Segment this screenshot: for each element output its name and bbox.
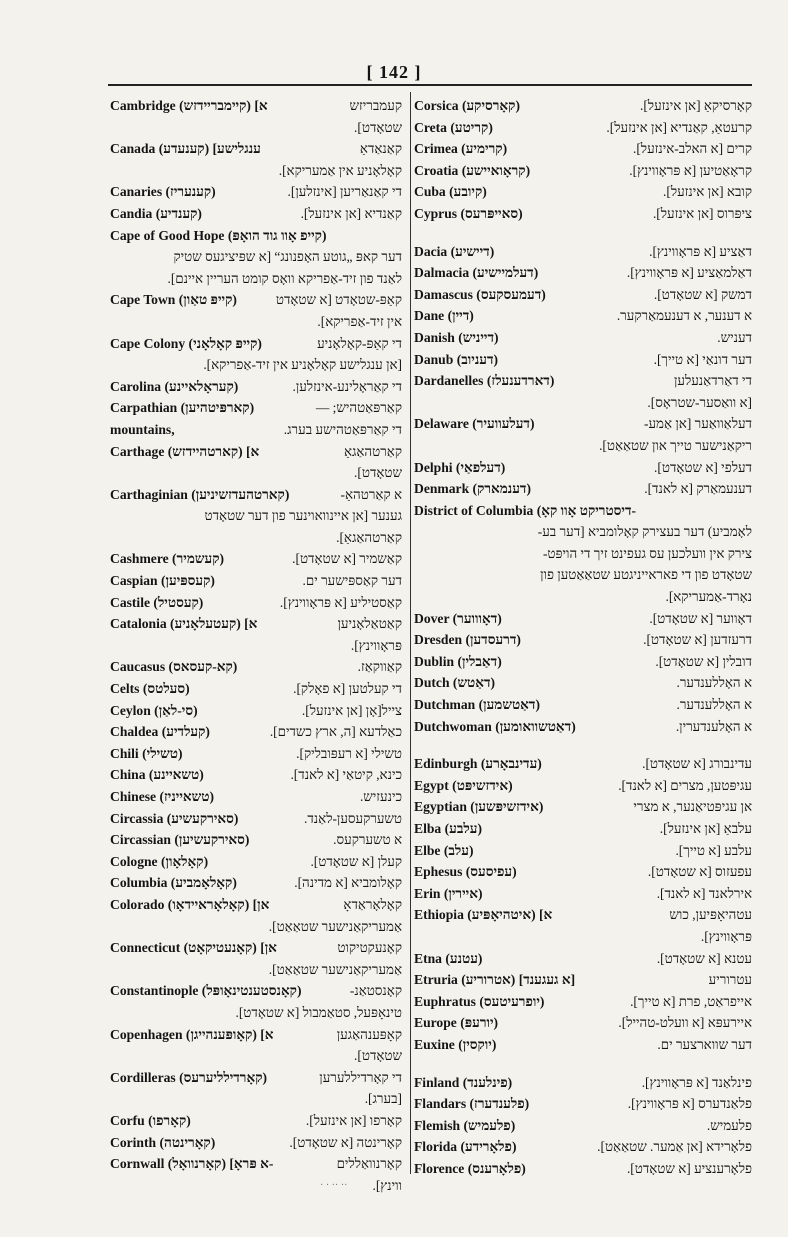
dictionary-entry (414, 1115, 752, 1137)
dictionary-entry (110, 937, 402, 959)
entry-definition: קאָנעקטיקוט (337, 940, 402, 956)
dictionary-entry (414, 904, 752, 926)
footer-marks: · · ·· ·· (320, 1180, 348, 1191)
entry-definition: א האָללענדער. (676, 697, 752, 713)
entry-headword: Dublin (דאַבלין) (414, 653, 502, 669)
entry-definition: דעלאַוואַער [אן אַמע- (644, 416, 752, 432)
entry-headword: Dresden (דרעסדען) (414, 632, 521, 648)
entry-continuation: [בערג]. (364, 1091, 402, 1107)
entry-continuation: אַמעריקאַנישער שטאַאַט]. (268, 961, 402, 977)
entry-definition: קאַסטיליע [א פּראָווינץ]. (279, 594, 402, 610)
column-divider (410, 92, 411, 1174)
dictionary-entry (110, 138, 402, 160)
entry-headword: Circassian (סאירקעשיען) (110, 832, 250, 848)
entry-headword: Dalmacia (דעלמיישיע) (414, 265, 539, 281)
entry-definition: איירעפּא [א וועלט-טהייל]. (618, 1015, 752, 1031)
dictionary-entry (110, 1024, 402, 1046)
entry-headword: Elba (עלבע) (414, 821, 482, 836)
entry-definition: פינלאַנד [א פּראָווינץ]. (641, 1074, 752, 1090)
dictionary-entry (110, 872, 402, 894)
entry-headword: Delphi (דעלפאַי) (414, 459, 506, 475)
entry-definition: קראָאַטיען [א פּראָווינץ]. (629, 162, 752, 178)
entry-headword: Europe (יורעפּ) (414, 1015, 499, 1031)
dictionary-entry (414, 327, 752, 349)
dictionary-entry (414, 883, 752, 905)
section-gap (414, 225, 752, 241)
entry-definition: דאַלמאַציע [א פּראָווינץ]. (626, 265, 752, 281)
entry-definition: א האָללענדער. (676, 675, 752, 691)
dictionary-entry (414, 370, 752, 392)
entry-definition: עטהיאָפּיען, כוש (669, 907, 752, 923)
dictionary-entry (414, 969, 752, 991)
entry-definition: קובא [אן אינזעל]. (663, 184, 752, 200)
entry-headword: Euphratus (יופרעיטעס) (414, 993, 545, 1009)
entry-headword: Cambridge (קיימבריידזש) [א (110, 98, 268, 113)
entry-definition: די קעלטען [א פאָלק]. (293, 681, 402, 697)
entry-definition: קאַווקאַז. (357, 659, 402, 675)
entry-definition: עלבאַ [אן אינזעל]. (659, 821, 752, 836)
dictionary-entry (110, 225, 402, 247)
entry-definition: קאָרינטה [א שטאָדט]. (289, 1134, 402, 1150)
entry-continuation: קאַרטהאַגאַ]. (336, 529, 402, 545)
dictionary-entry (414, 181, 752, 203)
entry-definition: קאַנדיא [אן אינזעל]. (300, 205, 402, 221)
entry-definition: כינא, קיטאַי [א לאנד]. (290, 767, 402, 783)
entry-headword: Erin (איירין) (414, 885, 483, 901)
entry-definition: כאַלדעא [ה, ארץ כשדים]. (269, 724, 402, 740)
entry-definition: דעלפי [א שטאָדט]. (654, 459, 752, 475)
entry-headword: Cape Town (קייפּ טאַון) (110, 292, 237, 308)
dictionary-entry (414, 349, 752, 371)
dictionary-entry (110, 181, 402, 203)
dictionary-entry (110, 441, 402, 463)
entry-headword: Denmark (דענמארק) (414, 481, 531, 497)
dictionary-entry (110, 376, 402, 398)
entry-definition: קאַרטהאַגאַ (343, 443, 402, 459)
entry-definition: קאָלומביא [א מדינה]. (294, 875, 402, 891)
entry-headword: Cologne (קאָלאָון) (110, 853, 209, 869)
entry-definition: טשערקעסען-לאַנד. (304, 810, 402, 826)
dictionary-entry (110, 484, 402, 506)
entry-headword: Canaries (קענעריז) (110, 184, 216, 200)
dictionary-entry (110, 786, 402, 808)
dictionary-entry (414, 991, 752, 1013)
entry-headword: Dutchwoman (דאַטשוואומען) (414, 718, 576, 734)
dictionary-entry (110, 203, 402, 225)
entry-definition: קאָרסיקאַ [אן אינזעל]. (640, 98, 752, 113)
dictionary-entry (414, 716, 752, 738)
entry-headword: Florence (פלאָרענס) (414, 1160, 526, 1176)
dictionary-entry (414, 1072, 752, 1094)
dictionary-entry (110, 1110, 402, 1132)
entry-headword: Cape of Good Hope (קייפ אָוו גוד הואָפּ) (110, 227, 327, 243)
entry-continuation: טינאָפּעל, סטאַמבול [א שטאָדט]. (235, 1004, 402, 1020)
dictionary-entry (414, 500, 752, 522)
dictionary-entry (414, 413, 752, 435)
dictionary-entry (414, 608, 752, 630)
dictionary-entry (110, 894, 402, 916)
dictionary-entry (414, 117, 752, 139)
dictionary-entry (110, 743, 402, 765)
entry-definition: די קאַנאַריען [אינזלען]. (287, 184, 402, 200)
dictionary-entry (110, 1153, 402, 1175)
dictionary-entry (110, 548, 402, 570)
entry-continuation: פּראָווינץ]. (700, 928, 752, 944)
entry-headword: Corfu (קאָרפו) (110, 1112, 191, 1128)
entry-definition: דובלין [א שטאָדט]. (655, 653, 752, 669)
entry-headword: Flandars (פלענדערז) (414, 1096, 530, 1112)
entry-definition: די קאַרפּאַטהישע בערג. (283, 421, 402, 437)
entry-definition: ציפּרוס [אן אינזעל]. (652, 205, 752, 221)
header-rule (108, 84, 752, 86)
entry-definition: עפעזוס [א שטאָדט]. (647, 864, 752, 880)
entry-headword: Columbia (קאָלאָמביע) (110, 875, 237, 891)
entry-headword: Edinburgh (עדינבאָרע) (414, 756, 542, 772)
entry-headword: Candia (קענדיע) (110, 205, 202, 221)
entry-definition: פלאַנדערס [א פּראָווינץ]. (627, 1096, 752, 1112)
section-gap (414, 737, 752, 753)
dictionary-entry (414, 840, 752, 862)
dictionary-entry (414, 262, 752, 284)
dictionary-entry (110, 829, 402, 851)
entry-headword: Danish (דייניש) (414, 329, 499, 345)
entry-definition: פלאָרענציע [א שטאָדט]. (626, 1160, 752, 1176)
dictionary-entry (110, 333, 402, 355)
entry-continuation: גענער [אן איינוואוינער פון דער שטאָדט (204, 508, 402, 524)
entry-headword: Cuba (קיובע) (414, 184, 487, 200)
entry-headword: Chili (טשילי) (110, 745, 183, 761)
entry-headword: Euxine (יוקסין) (414, 1036, 497, 1052)
entry-headword: Carthaginian (קארטהעדזשיניען) (110, 486, 290, 502)
dictionary-entry (414, 651, 752, 673)
entry-definition: פלאָרידא [אן אַמער. שטאַאַט]. (597, 1139, 752, 1155)
entry-definition: א האָלענדערין. (675, 718, 752, 734)
dictionary-entry (414, 138, 752, 160)
entry-definition: קאַרפּאַטהיש; — (315, 400, 402, 416)
entry-headword: Ceylon (סי-לאַן) (110, 702, 198, 718)
dictionary-entry (110, 808, 402, 830)
entry-definition: צייל[אָן [אן אינזעל]. (301, 702, 402, 718)
dictionary-entry (414, 672, 752, 694)
entry-headword: Dutchman (דאַטשמען) (414, 697, 540, 713)
entry-headword: Flemish (פלעמיש) (414, 1117, 516, 1133)
entry-headword: Carpathian (קארפּיטהיען) (110, 400, 255, 416)
entry-headword: Croatia (קראָואיישע) (414, 162, 531, 178)
entry-definition: קאָרפו [אן אינזעל]. (305, 1112, 402, 1128)
dictionary-entry (110, 721, 402, 743)
entry-definition: דרעזדען [א שטאָדט]. (643, 632, 752, 648)
entry-headword: Circassia (סאירקעשיע) (110, 810, 239, 826)
dictionary-entry (414, 1034, 752, 1056)
dictionary-entry (414, 818, 752, 840)
entry-headword: Dane (דיין) (414, 308, 474, 324)
dictionary-entry (414, 160, 752, 182)
dictionary-entry (110, 764, 402, 786)
dictionary-entry (414, 457, 752, 479)
entry-headword: Delaware (דעלעוועיר) (414, 416, 535, 432)
entry-headword: Dover (דאָוווער) (414, 610, 502, 626)
entry-headword: Creta (קריטע) (414, 119, 493, 135)
entry-headword: Cape Colony (קייפּ קאָלאָני) (110, 335, 262, 351)
entry-definition: קאַנאַדאַ (359, 141, 402, 157)
entry-definition: קרים [א האלב-אינזעל]. (633, 141, 752, 157)
dictionary-entry (414, 1158, 752, 1180)
entry-headword: Dardanelles (דארדענעלז) (414, 373, 555, 389)
entry-continuation: אַמעריקאַנישער שטאַאַט]. (268, 918, 402, 934)
entry-continuation: [א וואַסער-שטראָס]. (647, 394, 752, 410)
dictionary-entry (414, 861, 752, 883)
entry-definition: קעלן [א שטאָדט]. (310, 853, 402, 869)
dictionary-entry (110, 592, 402, 614)
entry-definition: עטנא [א שטאָדט]. (656, 950, 752, 966)
entry-definition: די קאַראָלינע-אינזלען. (292, 378, 402, 394)
entry-headword: Cyprus (סאייפּרעס) (414, 205, 523, 221)
entry-continuation: ריקאַנישער טייך און שטאַאַט]. (599, 437, 752, 453)
dictionary-entry (110, 1132, 402, 1154)
entry-headword: Etna (עטנע) (414, 950, 483, 966)
dictionary-entry (414, 1093, 752, 1115)
entry-definition: קאָנסטאַנ- (349, 983, 402, 999)
entry-headword: Cornwall (קאָרנוואָל) [א פּראָ- (110, 1156, 274, 1172)
entry-continuation: לאַנד פון זיד-אַפריקא וואָס קומט העריין איינם]. (167, 270, 402, 286)
dictionary-entry (414, 284, 752, 306)
entry-definition: כינעזיש. (359, 789, 402, 804)
dictionary-entry (110, 678, 402, 700)
entry-headword: Colorado (קאָלאָראיידאָו) [אן (110, 896, 270, 912)
entry-headword: Florida (פלאָרידע) (414, 1139, 517, 1155)
entry-definition: דער קאַספּישער ים. (302, 573, 402, 589)
entry-definition: א קאַרטהאַ- (340, 486, 402, 502)
entry-headword: District of Columbia (דיסטריקט אָוו קאָ- (414, 502, 637, 518)
entry-headword: Chinese (טשאייניז) (110, 789, 214, 804)
entry-headword: Etruria (אטרוריע) [א געגענד] (414, 972, 576, 988)
entry-headword: Canada (קענעדע) [ענגלישע (110, 141, 261, 157)
entry-definition: אייפראַט, פרת [א טייך]. (630, 993, 752, 1009)
entry-headword: Finland (פינלענד) (414, 1074, 513, 1090)
entry-continuation: פּראָווינץ]. (350, 637, 402, 653)
entry-definition: א טשערקעס. (333, 832, 402, 848)
entry-definition: די קאַפּ-קאָלאָניע (317, 335, 402, 351)
entry-headword: Caucasus (קא-קעסאס) (110, 659, 238, 675)
entry-headword: Dacia (דיישיע) (414, 243, 495, 259)
dictionary-entry (110, 397, 402, 419)
dictionary-entry (414, 478, 752, 500)
dictionary-entry (414, 629, 752, 651)
entry-definition: עדינבורג [א שטאָדט]. (642, 756, 752, 772)
entry-definition: קאָפּענהאַגען (336, 1026, 402, 1042)
entry-headword: Dutch (דאַטש) (414, 675, 496, 691)
section-gap (414, 1056, 752, 1072)
entry-continuation: אין זיד-אַפריקא]. (317, 313, 402, 329)
entry-headword: Castile (קעסטיל) (110, 594, 204, 610)
entry-definition: קעמבריזש (349, 98, 402, 113)
right-column (414, 95, 752, 1180)
page-number: [ 142 ] (366, 62, 422, 82)
dictionary-entry (414, 95, 752, 117)
entry-continuation: [אן ענגלישע קאָלאָניע אין זיד-אַפריקא]. (203, 357, 402, 373)
dictionary-entry (414, 694, 752, 716)
entry-continuation: צירק אין וועלכען עס געפינט זיך די הויפּט- (542, 545, 752, 561)
entry-definition: קאַפּ-שטאָדט [א שטאָדט (275, 292, 402, 308)
entry-definition: קרעטאַ, קאַנדיא [אן אינזעל]. (606, 119, 752, 135)
entry-headword: Copenhagen (קאָופּענהייגן) [א (110, 1026, 274, 1042)
entry-definition: דער דונאַי [א טייך]. (653, 351, 752, 367)
entry-definition: דאַציע [א פּראָווינץ]. (649, 243, 752, 259)
entry-definition: עלבע [א טייך]. (675, 842, 752, 858)
dictionary-entry (110, 570, 402, 592)
entry-continuation: לאָמביע) דער בעצירק קאָלומביא [דער בע- (537, 524, 752, 540)
entry-headword: Carthage (קארטהיידזש) [א (110, 443, 260, 459)
entry-headword: Elbe (עלב) (414, 842, 474, 858)
dictionary-entry (414, 203, 752, 225)
entry-definition: די דאַרדאַנעלען (673, 373, 752, 389)
entry-definition: א דענער, א דענעמאַרקער. (616, 308, 752, 324)
dictionary-entry (414, 1136, 752, 1158)
entry-definition: דער שווארצער ים. (657, 1036, 752, 1052)
entry-definition: אירלאנד [א לאנד]. (656, 885, 752, 901)
entry-definition: עגיפּטען, מצרים [א לאנד]. (618, 777, 752, 793)
entry-definition: עטרוריע (708, 972, 752, 988)
entry-headword: Corsica (קאָרסיקע) (414, 98, 520, 113)
entry-continuation: שטאָדט]. (354, 465, 402, 481)
entry-headword: Ephesus (עפיסעס) (414, 864, 517, 880)
entry-continuation: שטאָדט פון די פאראייניגטע שטאַאַטען פון (540, 567, 752, 583)
dictionary-entry (110, 1067, 402, 1089)
dictionary-entry (414, 241, 752, 263)
entry-continuation: שטאָדט]. (354, 1048, 402, 1064)
entry-headword: Celts (סעלטס) (110, 681, 190, 697)
entry-definition: אן עגיפּטיאַנער, א מצרי (633, 799, 752, 815)
entry-headword: Cashmere (קעשמיר) (110, 551, 225, 567)
entry-headword: Egyptian (אידזשיפּשען) (414, 799, 544, 815)
entry-definition: דמשק [א שטאָדט]. (653, 286, 752, 302)
entry-definition: דעניש. (717, 329, 752, 345)
entry-continuation: קאָלאָניע אין אַמעריקא]. (278, 162, 402, 178)
entry-definition: דאָווער [א שטאָדט]. (649, 610, 752, 626)
entry-definition: קאָלאָראַדאָ (343, 896, 402, 912)
dictionary-entry (110, 95, 402, 117)
entry-continuation: שטאָדט]. (354, 119, 402, 135)
entry-definition: דענעמאַרק [א לאנד]. (644, 481, 752, 497)
dictionary-entry (110, 656, 402, 678)
entry-definition: קאַטאַלאָניען (337, 616, 402, 632)
entry-headword: Damascus (דעמעסקעס) (414, 286, 546, 302)
dictionary-entry (110, 419, 402, 441)
entry-continuation: דער קאפּ „גוטע האָפנונג“ [א שפּיציגעס שטיק (173, 249, 402, 265)
entry-definition: טשילי [א רעפּובליק]. (296, 745, 402, 761)
dictionary-entry (110, 851, 402, 873)
dictionary-entry (110, 289, 402, 311)
left-column (110, 95, 402, 1196)
entry-headword: Chaldea (קעלדיע) (110, 724, 210, 740)
entry-headword: Carolina (קעראָלאיינע) (110, 378, 239, 394)
entry-continuation: ווינץ]. (372, 1177, 402, 1193)
entry-headword: Catalonia (קעטעלאָניע) [א (110, 616, 258, 632)
entry-definition: די קאָרדיללערען (319, 1069, 402, 1085)
entry-headword: Egypt (אידזשיפּט) (414, 777, 513, 793)
entry-headword: Caspian (קעספּיען) (110, 573, 215, 589)
dictionary-entry (110, 980, 402, 1002)
dictionary-entry (414, 1012, 752, 1034)
entry-definition: קאָרנוואַללים (336, 1156, 402, 1172)
entry-headword: Connecticut (קאָנעטיקאָט) [אן (110, 940, 277, 956)
dictionary-entry (414, 305, 752, 327)
dictionary-entry (414, 796, 752, 818)
entry-headword: Constantinople (קאָנסטענטינאָופּל) (110, 983, 302, 999)
entry-definition: פלעמיש. (706, 1117, 752, 1133)
dictionary-entry (414, 775, 752, 797)
entry-headword: mountains, (110, 421, 175, 437)
entry-headword: China (טשאיינע) (110, 767, 204, 783)
dictionary-entry (110, 700, 402, 722)
dictionary-entry (414, 948, 752, 970)
entry-definition: קאַשמיר [א שטאָדט]. (292, 551, 402, 567)
dictionary-entry (110, 613, 402, 635)
dictionary-entry (414, 753, 752, 775)
entry-headword: Crimea (קרימיע) (414, 141, 508, 157)
entry-continuation: נאָרד-אַמעריקא]. (665, 589, 752, 605)
entry-headword: Ethiopia (איטהיאָפּיע) [א (414, 907, 553, 923)
entry-headword: Danub (דעניוב) (414, 351, 499, 367)
entry-headword: Corinth (קאָרינטה) (110, 1134, 216, 1150)
entry-headword: Cordilleras (קאָרדילליערעס) (110, 1069, 268, 1085)
